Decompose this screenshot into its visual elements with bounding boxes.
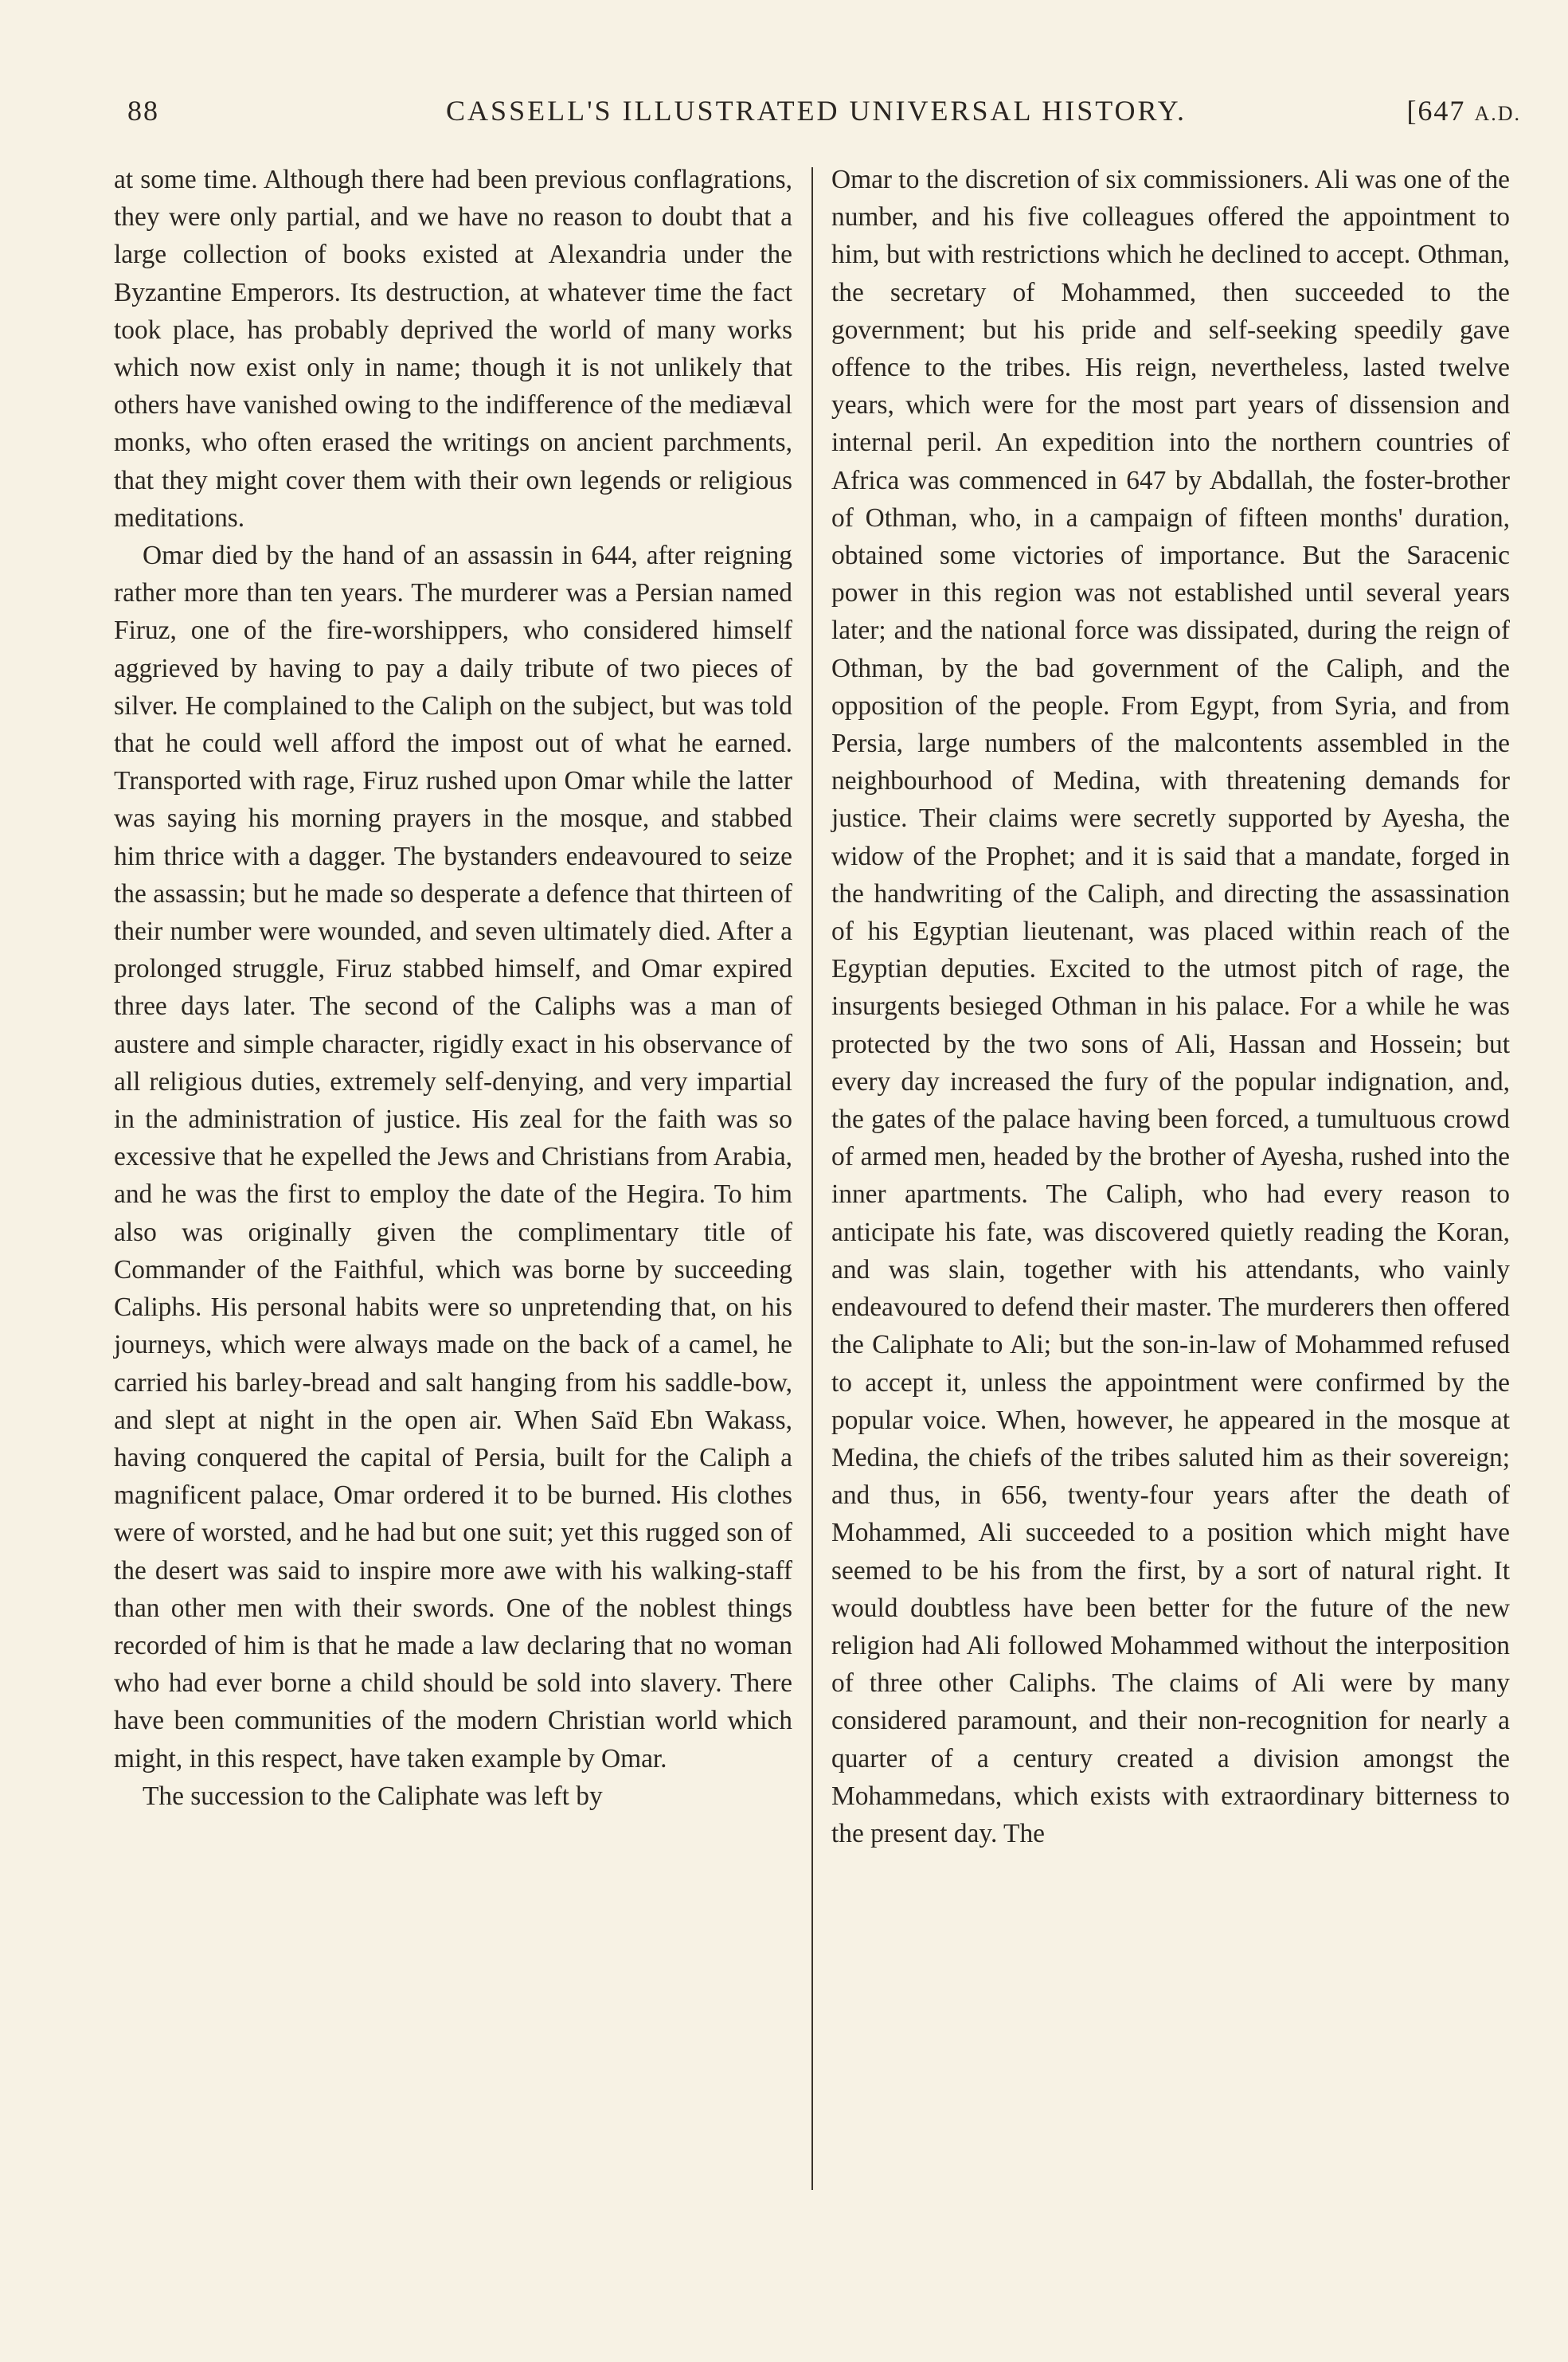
date-tag-era: A.D. [1474,102,1521,125]
column-divider [811,167,813,2190]
left-paragraph-2: Omar died by the hand of an assassin in 644, after reigning rather more than ten years. The murderer was a Persian named Firuz, one of the fire-worshippers, who considered himself aggrieved by having to pay a daily tribute of two pieces of silver. He complained to the Caliph on the subject, but was told that he could well afford the impost out of what he earned. Transported with rage, Firuz rushed upon Omar while the latter was saying his morning prayers in the mosque, and stabbed him thrice with a dagger. The bystanders endeavoured to seize the assassin; but he made so desperate a defence that thirteen of their number were wounded, and seven ultimately died. After a prolonged struggle, Firuz stabbed himself, and Omar expired three days later. The second of the Caliphs was a man of austere and simple character, rigidly exact in his observance of all religious duties, extremely self-denying, and very impartial in the administration of justice. His zeal for the faith was so excessive that he expelled the Jews and Christians from Arabia, and he was the first to employ the date of the Hegira. To him also was originally given the complimentary title of Commander of the Faithful, which was borne by succeeding Caliphs. His personal habits were so unpretending that, on his journeys, which were always made on the back of a camel, he carried his barley-bread and salt hanging from his saddle-bow, and slept at night in the open air. When Saïd Ebn Wakass, having conquered the capital of Persia, built for the Caliph a magnificent palace, Omar ordered it to be burned. His clothes were of worsted, and he had but one suit; yet this rugged son of the desert was said to inspire more awe with his walking-staff than other men with their swords. One of the noblest things recorded of him is that he made a law declaring that no woman who had ever borne a child should be sold into slavery. There have been communities of the modern Christian world which might, in this respect, have taken example by Omar. [114,541,792,1773]
left-column [114,161,792,1815]
page-header [111,88,1521,135]
page-number: 88 [127,95,159,127]
right-paragraph-1: Omar to the discretion of six commissioners. Ali was one of the number, and his five colleagues offered the appointment to him, but with restrictions which he declined to accept. Othman, the secretary of Mohammed, then succeeded to the government; but his pride and self-seeking speedily gave offence to the tribes. His reign, nevertheless, lasted twelve years, which were for the most part years of dissension and internal peril. An expedition into the northern countries of Africa was commenced in 647 by Abdallah, the foster-brother of Othman, who, in a campaign of fifteen months' duration, obtained some victories of importance. But the Saracenic power in this region was not established until several years later; and the national force was dissipated, during the reign of Othman, by the bad government of the Caliph, and the opposition of the people. From Egypt, from Syria, and from Persia, large numbers of the malcontents assembled in the neighbourhood of Medina, with threatening demands for justice. Their claims were secretly supported by Ayesha, the widow of the Prophet; and it is said that a mandate, forged in the handwriting of the Caliph, and directing the assassination of his Egyptian lieutenant, was placed within reach of the Egyptian deputies. Excited to the utmost pitch of rage, the insurgents besieged Othman in his palace. For a while he was protected by the two sons of Ali, Hassan and Hossein; but every day increased the fury of the popular indignation, and, the gates of the palace having been forced, a tumultuous crowd of armed men, headed by the brother of Ayesha, rushed into the inner apartments. The Caliph, who had every reason to anticipate his fate, was discovered quietly reading the Koran, and was slain, together with his attendants, who vainly endeavoured to defend their master. The murderers then offered the Caliphate to Ali; but the son-in-law of Mohammed refused to accept it, unless the appointment were confirmed by the popular voice. When, however, he appeared in the mosque at Medina, the chiefs of the tribes saluted him as their sovereign; and thus, in 656, twenty-four years after the death of Mohammed, Ali succeeded to a position which might have seemed to be his from the first, by a sort of natural right. It would doubtless have been better for the future of the new religion had Ali followed Mohammed without the interposition of three other Caliphs. The claims of Ali were by many considered paramount, and their non-recognition for nearly a quarter of a century created a division amongst the Mohammedans, which exists with extraordinary bitterness to the present day. The [831,165,1510,1848]
date-tag-year: [647 [1406,95,1466,127]
date-tag [1406,94,1521,127]
left-paragraph-3: The succession to the Caliphate was left by [143,1781,603,1811]
right-column [831,161,1510,1852]
left-paragraph-1: at some time. Although there had been previous conflagrations, they were only partial, and we have no reason to doubt that a large collection of books existed at Alexandria under the Byzantine Emperors. Its destruction, at whatever time the fact took place, has probably deprived the world of many works which now exist only in name; though it is not unlikely that others have vanished owing to the indifference of the mediæval monks, who often erased the writings on ancient parchments, that they might cover them with their own legends or religious meditations. [114,165,792,533]
running-title: CASSELL'S ILLUSTRATED UNIVERSAL HISTORY. [446,95,1187,127]
